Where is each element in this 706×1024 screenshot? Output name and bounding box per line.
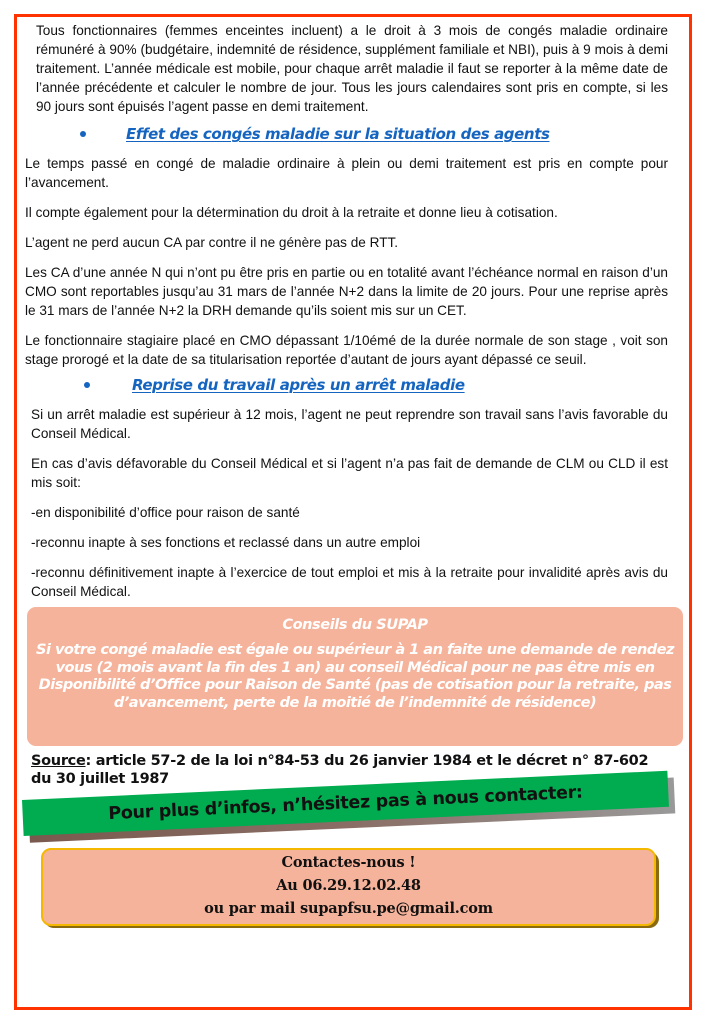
heading-effects-row <box>25 124 668 146</box>
contact-box <box>41 848 656 926</box>
list-item-retraite: -reconnu définitivement inapte à l’exercice de tout emploi et mis à la retraite pour invalidité après avis du Conseil Médical. <box>31 565 668 599</box>
list-item-disponibilite: -en disponibilité d’office pour raison de santé <box>31 505 300 520</box>
heading-return-row <box>25 375 668 397</box>
contact-section <box>41 848 656 928</box>
advice-box <box>27 607 683 746</box>
document-body <box>25 21 674 928</box>
contact-email[interactable]: ou par mail supapfsu.pe@gmail.com <box>204 900 493 917</box>
intro-paragraph: Tous fonctionnaires (femmes enceintes incluent) a le droit à 3 mois de congés maladie ordinaire rémunéré à 90% (budgétaire, indemnité de résidence, supplément familiale et NBI), puis à 9 mois à demi traitement. L’année médicale est mobile, pour chaque arrêt maladie il faut se reporter à la même date de l’année précédente et calculer le nombre de jour. Tous les jours calendaires sont pris en compte, si les 90 jours sont épuisés l’agent passe en demi traitement. <box>36 23 668 114</box>
paragraph-return-1: Si un arrêt maladie est supérieur à 12 mois, l’agent ne peut reprendre son travail sans l’avis favorable du Conseil Médical. <box>31 407 668 441</box>
heading-effects: Effet des congés maladie sur la situation des agents <box>126 125 550 143</box>
banner-text: Pour plus d’infos, n’hésitez pas à nous contacter: <box>107 782 584 825</box>
paragraph-effects-3: L’agent ne perd aucun CA par contre il ne génère pas de RTT. <box>25 235 399 250</box>
bullet-icon <box>80 131 86 137</box>
contact-heading: Contactes-nous ! <box>281 854 416 871</box>
paragraph-effects-4: Les CA d’une année N qui n’ont pu être pris en partie ou en totalité avant l’échéance normal en raison d’un CMO sont reportables jusqu’au 31 mars de l’année N+2 dans la limite de 20 jours. Pour une reprise après le 31 mars de l’année N+2 la DRH demande qu’ils soient mis sur un CET. <box>25 265 668 318</box>
advice-body: Si votre congé maladie est égale ou supérieur à 1 an faite une demande de rendez vous (2 mois avant la fin des 1 an) au conseil Médical pour ne pas être mis en Disponibilité d’Office pour Raison de Santé (pas de cotisation pour la retraite, pas d’avancement, perte de la moitié de l’indemnité de résidence) <box>36 641 674 711</box>
paragraph-effects-2: Il compte également pour la détermination du droit à la retraite et donne lieu à cotisation. <box>25 205 558 220</box>
advice-title: Conseils du SUPAP <box>282 617 428 633</box>
list-item-reclasse: -reconnu inapte à ses fonctions et reclassé dans un autre emploi <box>31 535 421 550</box>
heading-return: Reprise du travail après un arrêt maladie <box>132 376 465 394</box>
paragraph-return-2: En cas d’avis défavorable du Conseil Médical et si l’agent n’a pas fait de demande de CLM ou CLD il est mis soit: <box>31 456 668 490</box>
source-text: : article 57-2 de la loi n°84-53 du 26 janvier 1984 et le décret n° 87-602 du 30 juillet 1987 <box>31 753 649 787</box>
bullet-icon <box>84 382 90 388</box>
contact-phone[interactable]: Au 06.29.12.02.48 <box>276 877 421 894</box>
paragraph-effects-5: Le fonctionnaire stagiaire placé en CMO dépassant 1/10émé de la durée normale de son stage , voit son stage prorogé et la date de sa titularisation reportée d’autant de jours ayant dépassé ce seuil. <box>25 333 668 367</box>
source-label: Source <box>31 753 86 769</box>
paragraph-effects-1: Le temps passé en congé de maladie ordinaire à plein ou demi traitement est pris en compte pour l’avancement. <box>25 156 668 190</box>
